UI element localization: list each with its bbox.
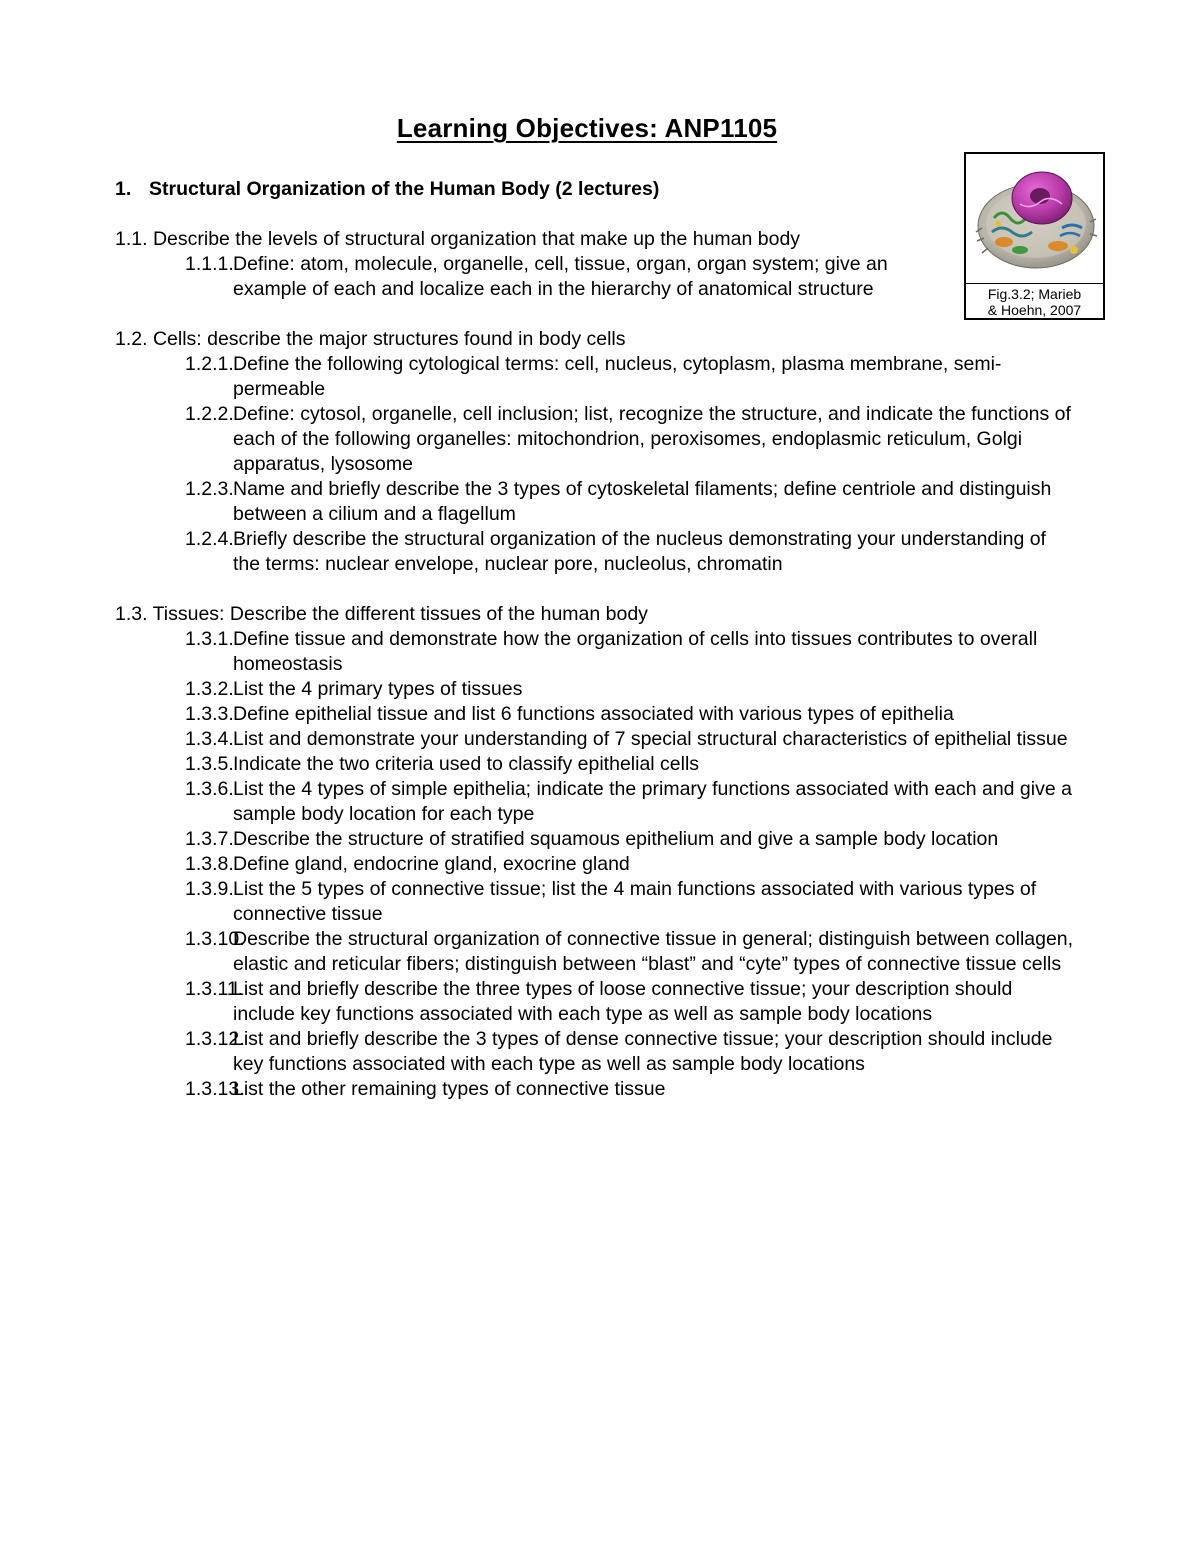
objective-item [115,627,1075,677]
objective-text: Define gland, endocrine gland, exocrine gland [233,853,630,875]
objective-text: Name and briefly describe the 3 types of cytoskeletal filaments; define centriole and distinguish between a cilium and a flagellum [233,478,1052,525]
objective-text: List the 5 types of connective tissue; list the 4 main functions associated with various types of connective tissue [233,878,1037,925]
objective-text: Describe the structural organization of connective tissue in general; distinguish between collagen, elastic and reticular fibers; distinguish between “blast” and “cyte” types of connective tissue cells [233,928,1074,975]
objective-item [115,852,1075,877]
objective-number: 1.3.12. [185,1028,245,1050]
objective-text: Define the following cytological terms: cell, nucleus, cytoplasm, plasma membrane, semi-permeable [233,353,1002,400]
objective-group [115,327,1075,577]
objective-item [115,777,1075,827]
objectives-list [115,227,1075,1102]
objective-number: 1.3.11. [185,978,244,1000]
objective-number: 1.3.8. [185,853,234,875]
objective-item [115,527,1075,577]
objective-text: List the 4 primary types of tissues [233,678,523,700]
objective-number: 1.2.2. [185,403,234,425]
objective-item [115,702,1075,727]
objective-text: List and briefly describe the three types of loose connective tissue; your description should include key functions associated with each type as well as sample body locations [233,978,1013,1025]
objective-number: 1.3.9. [185,878,234,900]
objective-text: Briefly describe the structural organization of the nucleus demonstrating your understanding of the terms: nuclear envelope, nuclear pore, nucleolus, chromatin [233,528,1046,575]
section-heading-text: Structural Organization of the Human Body (2 lectures) [149,178,660,200]
objective-text: List and demonstrate your understanding of 7 special structural characteristics of epithelial tissue [233,728,1068,750]
objective-item [115,477,1075,527]
page-title: Learning Objectives: ANP1105 [396,113,778,143]
objective-group [115,227,1075,302]
objective-number: 1.3.5. [185,753,234,775]
objective-item [115,352,1075,402]
objective-item [115,1077,1075,1102]
objective-text: List and briefly describe the 3 types of dense connective tissue; your description should include key functions associated with each type as well as sample body locations [233,1028,1053,1075]
objective-group [115,602,1075,1102]
objective-text: Define tissue and demonstrate how the organization of cells into tissues contributes to overall homeostasis [233,628,1038,675]
objective-item [115,977,1075,1027]
objective-number: 1.3.6. [185,778,234,800]
objective-item [115,752,1075,777]
objective-item [115,927,1075,977]
objective-number: 1.1.1. [185,253,234,275]
objective-text: Define: atom, molecule, organelle, cell, tissue, organ, organ system; give an example of each and localize each in the hierarchy of anatomical structure [233,253,888,300]
objective-number: 1.3.13. [185,1078,245,1100]
objective-text: Define epithelial tissue and list 6 functions associated with various types of epithelia [233,703,954,725]
objective-number: 1.3.2. [185,678,234,700]
objective-item [115,727,1075,752]
objective-number: 1.3.1. [185,628,234,650]
objective-text: List the other remaining types of connective tissue [233,1078,666,1100]
objective-text: List the 4 types of simple epithelia; indicate the primary functions associated with each and give a sample body location for each type [233,778,1072,825]
objective-item [115,827,1075,852]
objective-item [115,877,1075,927]
figure-caption-line-2: & Hoehn, 2007 [987,302,1082,318]
objective-item [115,1027,1075,1077]
objective-item [115,402,1075,477]
objective-item [115,677,1075,702]
objective-heading: 1.1. Describe the levels of structural organization that make up the human body [115,228,801,250]
section-number: 1. [115,178,132,200]
section-heading [115,178,659,201]
objective-text: Indicate the two criteria used to classify epithelial cells [233,753,700,775]
figure-caption-line-1: Fig.3.2; Marieb [987,286,1082,302]
objective-number: 1.3.10. [185,928,245,950]
objective-text: Describe the structure of stratified squamous epithelium and give a sample body location [233,828,999,850]
objective-heading: 1.2. Cells: describe the major structures found in body cells [115,328,626,350]
objective-number: 1.3.3. [185,703,234,725]
objective-heading: 1.3. Tissues: Describe the different tissues of the human body [115,603,648,625]
objective-number: 1.3.4. [185,728,234,750]
objective-text: Define: cytosol, organelle, cell inclusion; list, recognize the structure, and indicate the functions of each of the following organelles: mitochondrion, peroxisomes, endoplasmic reticulum, Golgi apparatus, lysosome [233,403,1071,475]
objective-number: 1.2.4. [185,528,234,550]
objective-number: 1.2.3. [185,478,234,500]
objective-number: 1.3.7. [185,828,234,850]
objective-item [115,252,1075,302]
objective-number: 1.2.1. [185,353,234,375]
